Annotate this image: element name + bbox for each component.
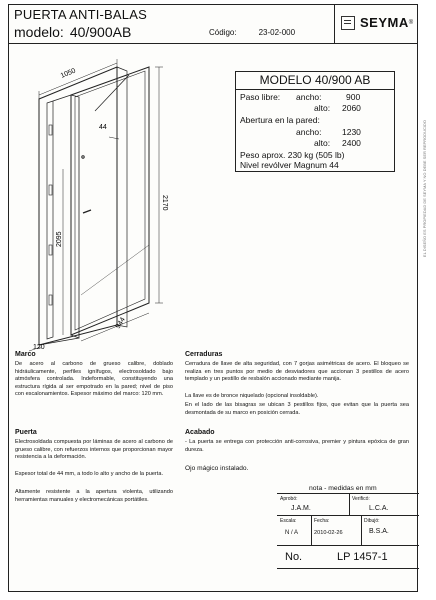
peso-line: Peso aprox. 230 kg (505 lb)	[240, 150, 345, 160]
acabado-extra: Ojo mágico instalado.	[185, 465, 249, 472]
measure-note: nota - medidas en mm	[309, 485, 377, 492]
cerraduras-text-1: Cerradura de llave de alta seguridad, con 7 gorjas asimétricas de acero. El bloqueo se realiza en tres puntos por medio de desviadores que accionan 3 pestillos de acero templado y un pestillo de resbalón accionado mediante manija.	[185, 361, 409, 383]
model-value: 40/900AB	[69, 24, 132, 40]
model-spec-title: MODELO 40/900 AB	[236, 72, 394, 90]
dim-inner-height-label: 2095	[56, 231, 63, 247]
marco-title: Marco	[15, 351, 36, 358]
doc-number-label: No.	[285, 551, 303, 563]
cerraduras-text-3: En el lado de las bisagras se ubican 3 pestillos fijos, que evitan que la puerta sea desmontada de su marco en posición cerrada.	[185, 402, 409, 416]
title-block	[277, 493, 419, 593]
ancho-value: 900	[346, 92, 361, 102]
dim-thickness-label: 44	[99, 124, 107, 131]
escala-value: N / A	[285, 530, 299, 536]
acabado-title: Acabado	[185, 429, 215, 436]
brand-logo	[341, 15, 413, 30]
logo-mark-icon	[341, 16, 355, 30]
door-frame-outline	[39, 67, 117, 345]
verifico-value: L.C.A.	[369, 505, 389, 512]
spec-sheet	[8, 4, 418, 592]
brand-reg: ®	[408, 19, 414, 26]
code-value: 23-02-000	[258, 28, 296, 37]
aprobo-label: Aprobó:	[280, 496, 298, 502]
alto-value: 2060	[342, 103, 361, 113]
dibujo-value: B.S.A.	[369, 528, 389, 535]
model-label: modelo:	[14, 24, 64, 40]
peephole	[82, 156, 84, 158]
nivel-line: Nivel revólver Magnum 44	[240, 160, 339, 170]
aprobo-value: J.A.M.	[291, 505, 311, 512]
model-spec-box	[235, 71, 395, 172]
alto2-label: alto:	[314, 138, 331, 148]
doc-title: PUERTA ANTI-BALAS	[14, 7, 147, 22]
code-label: Código:	[209, 28, 237, 37]
ancho2-label: ancho:	[296, 127, 322, 137]
puerta-text-3: Altamente resistente a la apertura violenta, utilizando herramientas manuales y electromecánicas portátiles.	[15, 489, 173, 503]
dim-leaf-label: 944	[114, 316, 127, 331]
puerta-text-1: Electrosoldada compuesta por láminas de acero al carbono de grueso calibre, con refuerzos internos que proporcionan mayor resistencia a la deformación.	[15, 439, 173, 461]
door-handle	[83, 210, 91, 213]
marco-text: De acero al carbono de grueso calibre, doblado hidráulicamente, perfiles ignífugos, electrosoldado bajo atmósfera controlada. Indeformable, constituyendo una estructura rígida al ser empotrado en la pared; nivel de piso con escalonamientos. Espesor máximo del marco: 120 mm.	[15, 361, 173, 398]
abertura-label: Abertura en la pared:	[240, 115, 320, 125]
door-leaf	[71, 67, 149, 335]
cerraduras-text-2: La llave es de bronce niquelado (opcional insoldable).	[185, 393, 319, 399]
puerta-title: Puerta	[15, 429, 37, 436]
alto2-value: 2400	[342, 138, 361, 148]
puerta-text-2: Espesor total de 44 mm, a todo lo alto y ancho de la puerta.	[15, 471, 164, 477]
ancho-label: ancho:	[296, 92, 322, 102]
acabado-text: - La puerta se entrega con protección anti-corrosiva, premier y pintura epóxica de gran dureza.	[185, 439, 409, 453]
dim-width-label: 1050	[59, 67, 77, 80]
dibujo-label: Dibujó:	[364, 518, 380, 524]
verifico-label: Verificó:	[352, 496, 370, 502]
code-line	[209, 28, 295, 37]
ancho2-value: 1230	[342, 127, 361, 137]
paso-libre-label: Paso libre:	[240, 92, 281, 102]
alto-label: alto:	[314, 103, 331, 113]
logo-box	[334, 5, 420, 43]
dim-frame-label: 120	[33, 344, 45, 351]
model-line	[14, 24, 131, 40]
escala-label: Escala:	[280, 518, 297, 524]
doc-number-value: LP 1457-1	[337, 551, 388, 563]
dim-height-label: 2170	[161, 195, 168, 211]
fecha-label: Fecha:	[314, 518, 330, 524]
header	[9, 5, 417, 44]
side-note-text: EL DISEÑO ES PROPIEDAD DE SEYMA Y NO DEBE SER REPRODUCIDO	[422, 120, 427, 258]
door-drawing	[9, 45, 229, 355]
fecha-value: 2010-02-26	[314, 530, 343, 536]
cerraduras-title: Cerraduras	[185, 351, 223, 358]
brand-name: SEYMA	[360, 15, 409, 30]
side-copyright-note	[422, 120, 432, 580]
